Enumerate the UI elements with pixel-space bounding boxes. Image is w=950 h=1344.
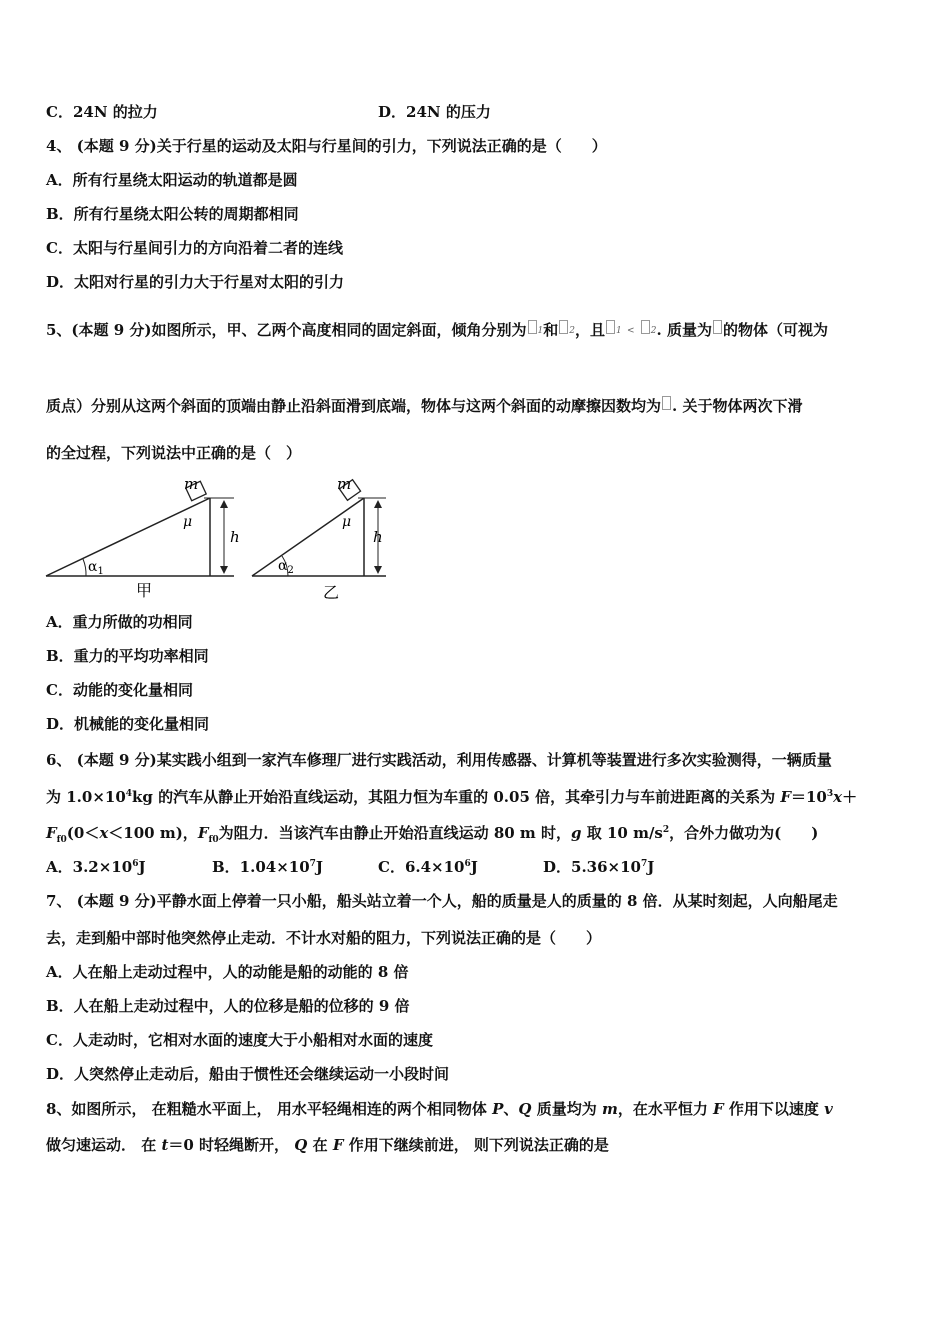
q4-option-c: C．太阳与行星间引力的方向沿着二者的连线 <box>46 239 343 257</box>
q6-line3-b: ＜100 m)， <box>108 824 198 842</box>
alpha-placeholder-icon <box>528 320 537 334</box>
alpha-placeholder-icon <box>641 320 650 334</box>
q5-line2-b: . 关于物体两次下滑 <box>672 397 803 415</box>
q6-line3-e: ，合外力做功为( ) <box>669 824 819 842</box>
q8-P: P <box>492 1100 504 1118</box>
mass-placeholder-icon <box>713 320 722 334</box>
q8-line1-a: 8、如图所示， 在粗糙水平面上， 用水平轻绳相连的两个相同物体 <box>46 1100 493 1118</box>
q4-option-b: B．所有行星绕太阳公转的周期都相同 <box>46 205 299 223</box>
fig-left-m: m <box>184 475 199 493</box>
q7-option-d: D．人突然停止走动后，船由于惯性还会继续运动一小段时间 <box>46 1065 450 1083</box>
q6-option-c: C．$6.4\times 10^6J$ <box>378 858 478 876</box>
q6-line3-g: g <box>571 824 582 842</box>
q6-option-a: A．$3.2\times 10^6J$ <box>46 858 146 876</box>
q8-v: v <box>824 1100 833 1118</box>
q5-stem-line1 <box>46 320 828 343</box>
q8-line2 <box>46 1135 609 1155</box>
q5-option-b: B．重力的平均功率相同 <box>46 647 209 665</box>
q6-line2-F: F <box>780 788 791 806</box>
q5-sub2b: 2 <box>650 326 657 336</box>
q7-option-a: A．人在船上走动过程中，人的动能是船的动能的 8 倍 <box>46 963 409 981</box>
q5-stem-text2: . 质量为 <box>656 321 712 339</box>
q8-line1-d: ，在水平恒力 <box>617 1100 714 1118</box>
q8-line1-e: 作用下以速度 <box>723 1100 825 1118</box>
q6-line2-d: ＋ <box>842 788 858 806</box>
fig-right-h: h <box>373 528 383 546</box>
q6-line3-x: x <box>99 824 109 842</box>
q5-incline-figure <box>40 474 400 604</box>
q6-line2-exp2: 3 <box>826 789 834 799</box>
alpha-placeholder-icon <box>559 320 568 334</box>
fig-right-alpha: $\alpha_2$ <box>278 558 294 576</box>
q5-option-c: C．动能的变化量相同 <box>46 681 193 699</box>
q6-line3-sub: f0 <box>56 835 67 845</box>
q6-line3-d: 取 10 m/s <box>581 824 663 842</box>
q5-option-a: A．重力所做的功相同 <box>46 613 193 631</box>
q4-stem: 4、 (本题 9 分)关于行星的运动及太阳与行星间的引力，下列说法正确的是（ ） <box>46 137 607 155</box>
q6-line2-c: ＝10 <box>791 788 827 806</box>
q8-line2-c: 在 <box>307 1136 333 1154</box>
q7-option-c: C．人走动时，它相对水面的速度大于小船相对水面的速度 <box>46 1031 433 1049</box>
q8-line1-b: 、 <box>503 1100 519 1118</box>
fig-right-label: 乙 <box>323 583 340 602</box>
fig-left-alpha: $\alpha_1$ <box>88 559 104 577</box>
q5-comma: ，且 <box>575 321 606 339</box>
q8-t: t <box>161 1136 169 1154</box>
q8-m: m <box>601 1100 618 1118</box>
q6-line1: 6、 (本题 9 分)某实践小组到一家汽车修理厂进行实践活动，利用传感器、计算机等装置进行多次实验测得，一辆质量 <box>46 751 832 769</box>
q6-line3-F: F <box>46 824 57 842</box>
q6-line2-exp: 4 <box>125 789 133 799</box>
q4-option-d: D．太阳对行星的引力大于行星对太阳的引力 <box>46 273 345 291</box>
q8-F2: F <box>332 1136 344 1154</box>
fig-left-label: 甲 <box>136 581 153 600</box>
q8-F: F <box>713 1100 724 1118</box>
q7-option-b: B．人在船上走动过程中，人的位移是船的位移的 9 倍 <box>46 997 410 1015</box>
fig-left-h: h <box>230 528 240 546</box>
q5-and: 和 <box>543 321 559 339</box>
q6-option-d: D．$5.36\times 10^7J$ <box>543 858 655 876</box>
q5-stem-line2 <box>46 396 802 416</box>
q6-line3-sub2: f0 <box>208 835 219 845</box>
q5-stem-text3: 的物体（可视为 <box>722 321 828 339</box>
q8-line2-b: ＝0 时轻绳断开， <box>168 1136 295 1154</box>
q3-option-c: C．24N 的拉力 <box>46 103 158 121</box>
q5-lt: < <box>627 326 635 336</box>
q8-Q2: Q <box>294 1136 308 1154</box>
q5-sub1: 1 <box>537 326 544 336</box>
fig-left-mu: μ <box>183 514 193 530</box>
q3-option-d: D．24N 的压力 <box>378 103 491 121</box>
q5-sub2: 2 <box>569 326 576 336</box>
q5-stem-text1: 5、(本题 9 分)如图所示，甲、乙两个高度相同的固定斜面，倾角分别为 <box>46 321 527 339</box>
q8-line1-c: 质量均为 <box>531 1100 602 1118</box>
q4-option-a: A．所有行星绕太阳运动的轨道都是圆 <box>46 171 298 189</box>
q7-line1: 7、 (本题 9 分)平静水面上停着一只小船，船头站立着一个人，船的质量是人的质量的 8 倍．从某时刻起，人向船尾走 <box>46 892 838 910</box>
q6-line2-b: kg 的汽车从静止开始沿直线运动，其阻力恒为车重的 0.05 倍，其牵引力与车前进距离的关系为 <box>132 788 781 806</box>
incline-right <box>252 480 386 576</box>
q6-line2-a: 为 1.0×10 <box>46 788 126 806</box>
mu-placeholder-icon <box>662 396 671 410</box>
q8-line2-d: 作用下继续前进， 则下列说法正确的是 <box>343 1136 609 1154</box>
q8-line2-a: 做匀速运动． 在 <box>46 1136 162 1154</box>
q6-line3 <box>46 823 818 843</box>
q7-line2: 去，走到船中部时他突然停止走动．不计水对船的阻力，下列说法正确的是（ ） <box>46 929 602 947</box>
q5-line2-a: 质点）分别从这两个斜面的顶端由静止沿斜面滑到底端，物体与这两个斜面的动摩擦因数均为 <box>46 397 662 415</box>
q6-line3-exp: 2 <box>662 825 670 835</box>
incline-left <box>46 481 234 576</box>
alpha-placeholder-icon <box>606 320 615 334</box>
q6-line2-x: x <box>833 788 843 806</box>
q6-line2 <box>46 787 857 807</box>
q5-option-d: D．机械能的变化量相同 <box>46 715 210 733</box>
q6-option-b: B．$1.04\times 10^7J$ <box>212 858 324 876</box>
fig-right-m: m <box>337 475 352 493</box>
q8-Q: Q <box>518 1100 532 1118</box>
q6-line3-c: 为阻力．当该汽车由静止开始沿直线运动 80 m 时， <box>218 824 572 842</box>
q5-stem-line3: 的全过程，下列说法中正确的是（ ） <box>46 444 302 462</box>
q8-line1 <box>46 1099 833 1119</box>
q5-sub1b: 1 <box>616 326 622 336</box>
fig-right-mu: μ <box>342 514 352 530</box>
q6-line3-F2: F <box>197 824 209 842</box>
q6-line3-a: (0＜ <box>66 824 100 842</box>
